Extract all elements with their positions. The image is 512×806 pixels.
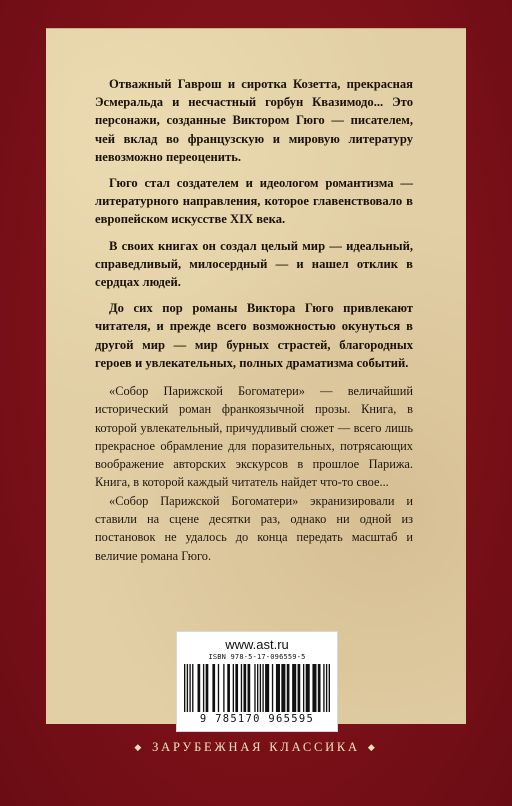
barcode-bar [184,664,185,712]
series-name [0,739,512,755]
barcode-bar [192,664,193,712]
barcode-digits: 9 785170 965595 [199,713,315,725]
publisher-url: www.ast.ru [225,637,289,652]
description-paragraph-2: «Собор Парижской Богоматери» экранизировали и ставили на сцене десятки раз, однако ни одной из постановок не удалось до конца передать масштаб и величие романа Гюго. [95,493,413,563]
barcode-bar [312,664,316,712]
barcode-bar [212,664,215,712]
barcode-bar [248,664,251,712]
barcode-bar [227,664,230,712]
intro-paragraph-4: До сих пор романы Виктора Гюго привлекают читателя, и прежде всего возможностью окунуться в другой мир — мир бурных страстей, благородных героев и увлекательных, полных драматизма событий. [95,301,413,370]
barcode-bar [203,664,204,712]
barcode-bar [303,664,304,712]
barcode-bar [292,664,296,712]
barcode-bar [265,664,269,712]
barcode-bar [318,664,321,712]
intro-paragraph-2: Гюго стал создателем и идеологом романтизма — литературного направления, которое главенствовало в европейском искусстве XIX века. [95,176,413,227]
barcode-bar [241,664,242,712]
barcode-bar [189,664,190,712]
barcode-bar [218,664,219,712]
barcode-bar [272,664,273,712]
barcode-bar [198,664,201,712]
barcode-bar [243,664,246,712]
barcode-bar [287,664,290,712]
barcode-bar [223,664,224,712]
series-label: ЗАРУБЕЖНАЯ КЛАССИКА [152,740,360,754]
barcode-bar [323,664,324,712]
barcode-bar [298,664,301,712]
intro-paragraph-3: В своих книгах он создал целый мир — идеальный, справедливый, милосердный — и нашел отклик в сердцах людей. [95,238,413,290]
barcode-bar [306,664,310,712]
intro-text [95,75,413,380]
barcode-bar [329,664,330,712]
ornament-right-icon: ◆ [367,742,378,752]
barcode-bar [206,664,209,712]
barcode-bar [187,664,188,712]
barcode-bar [326,664,327,712]
ornament-left-icon: ◆ [134,742,145,752]
barcode-bar [276,664,280,712]
barcode-bar [233,664,234,712]
intro-paragraph-1: Отважный Гаврош и сиротка Козетта, прекрасная Эсмеральда и несчастный горбун Квазимодо... Это персонажи, созданные Виктором Гюго — писателем, чей вклад во французскую и мировую литературу невозможно переоценить. [95,77,413,164]
barcode-label [176,631,338,732]
barcode-bar [260,664,261,712]
barcode-bar [254,664,255,712]
barcode-image [184,664,330,712]
barcode-bar [257,664,258,712]
description-paragraph-1: «Собор Парижской Богоматери» — величайший исторический роман франкоязычной прозы. Книга, в которой увлекательный, причудливый сюжет — всего лишь прекрасное обрамление для поразительных, потрясающих воображение авторских экскурсов в прошлое Парижа. Книга, в которой каждый читатель найдет что-то свое... [95,384,413,490]
barcode-bar [262,664,263,712]
book-description [95,382,413,565]
barcode-bar [235,664,238,712]
isbn-text: ISBN 978-5-17-096559-5 [208,653,306,661]
barcode-bar [281,664,285,712]
